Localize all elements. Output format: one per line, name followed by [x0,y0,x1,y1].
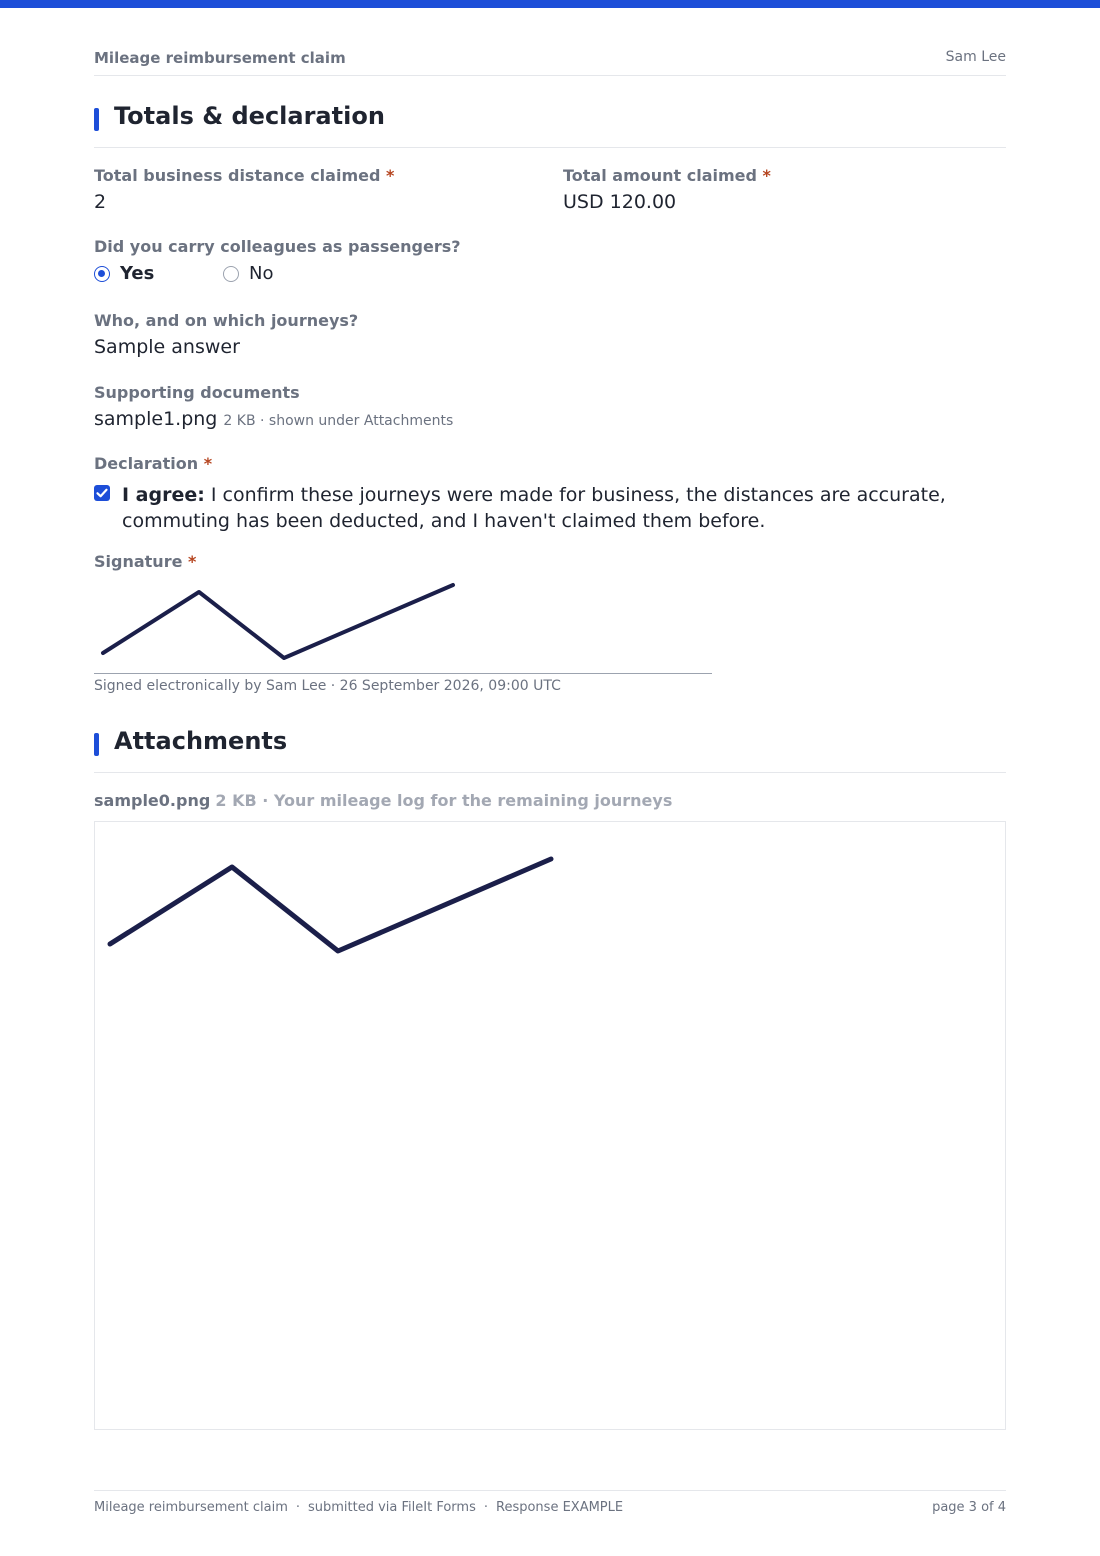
supporting-docs-label: Supporting documents [94,383,300,402]
declaration-statement: I confirm these journeys were made for business, the distances are accurate, commuting has been deducted, and I haven't claimed them before. [122,484,946,532]
footer-left [94,1500,623,1515]
footer-submitted-via: submitted via FileIt Forms [308,1500,476,1515]
required-marker: * [188,552,197,571]
attachment-caption [94,791,672,810]
footer-form-name: Mileage reimbursement claim [94,1500,288,1515]
total-distance-label-text: Total business distance claimed [94,166,381,185]
declaration-agree-label: I agree: [122,484,205,506]
page [94,0,1006,1556]
supporting-doc-entry [94,408,453,430]
declaration-label-text: Declaration [94,454,199,473]
page-header [94,48,1006,76]
radio-label-no: No [249,263,274,284]
radio-selected-icon [94,266,110,282]
checkmark-icon [94,485,110,501]
passenger-details-value: Sample answer [94,336,240,358]
passengers-label: Did you carry colleagues as passengers? [94,237,461,256]
attachment-meta: 2 KB · Your mileage log for the remaining journeys [215,791,673,810]
user-name: Sam Lee [945,49,1006,65]
section-heading-totals [94,102,1006,148]
total-amount-value: USD 120.00 [563,191,677,213]
page-footer [94,1490,1006,1520]
supporting-doc-filename[interactable]: sample1.png [94,408,218,430]
required-marker: * [203,454,213,473]
passenger-details-label: Who, and on which journeys? [94,311,359,330]
declaration-checkbox[interactable] [94,485,110,501]
total-amount-label-text: Total amount claimed [563,166,757,185]
supporting-doc-meta: 2 KB · shown under Attachments [223,413,454,429]
declaration-text [122,482,972,534]
footer-page-number: page 3 of 4 [932,1500,1006,1515]
total-distance-label [94,166,394,185]
footer-response-id: Response EXAMPLE [496,1500,624,1515]
total-amount-label [563,166,771,185]
attachment-filename[interactable]: sample0.png [94,791,211,810]
section-title: Totals & declaration [114,102,385,130]
signature-caption: Signed electronically by Sam Lee · 26 September 2026, 09:00 UTC [94,678,561,694]
section-title: Attachments [114,727,288,755]
attachment-image [95,822,1005,1429]
radio-label-yes: Yes [120,263,155,284]
signature-box [94,578,712,674]
section-accent-bar [94,108,99,131]
signature-drawing [94,578,712,674]
signature-label [94,552,196,571]
radio-option-no[interactable] [223,263,273,284]
footer-separator: · [295,1500,300,1515]
radio-unselected-icon [223,266,239,282]
attachment-preview [94,821,1006,1430]
document-title: Mileage reimbursement claim [94,49,346,67]
radio-option-yes[interactable] [94,263,154,284]
section-heading-attachments [94,727,1006,773]
required-marker: * [386,166,395,185]
section-accent-bar [94,733,99,756]
total-distance-value: 2 [94,191,107,213]
signature-label-text: Signature [94,552,183,571]
footer-separator: · [483,1500,488,1515]
declaration-label [94,454,212,473]
required-marker: * [762,166,771,185]
